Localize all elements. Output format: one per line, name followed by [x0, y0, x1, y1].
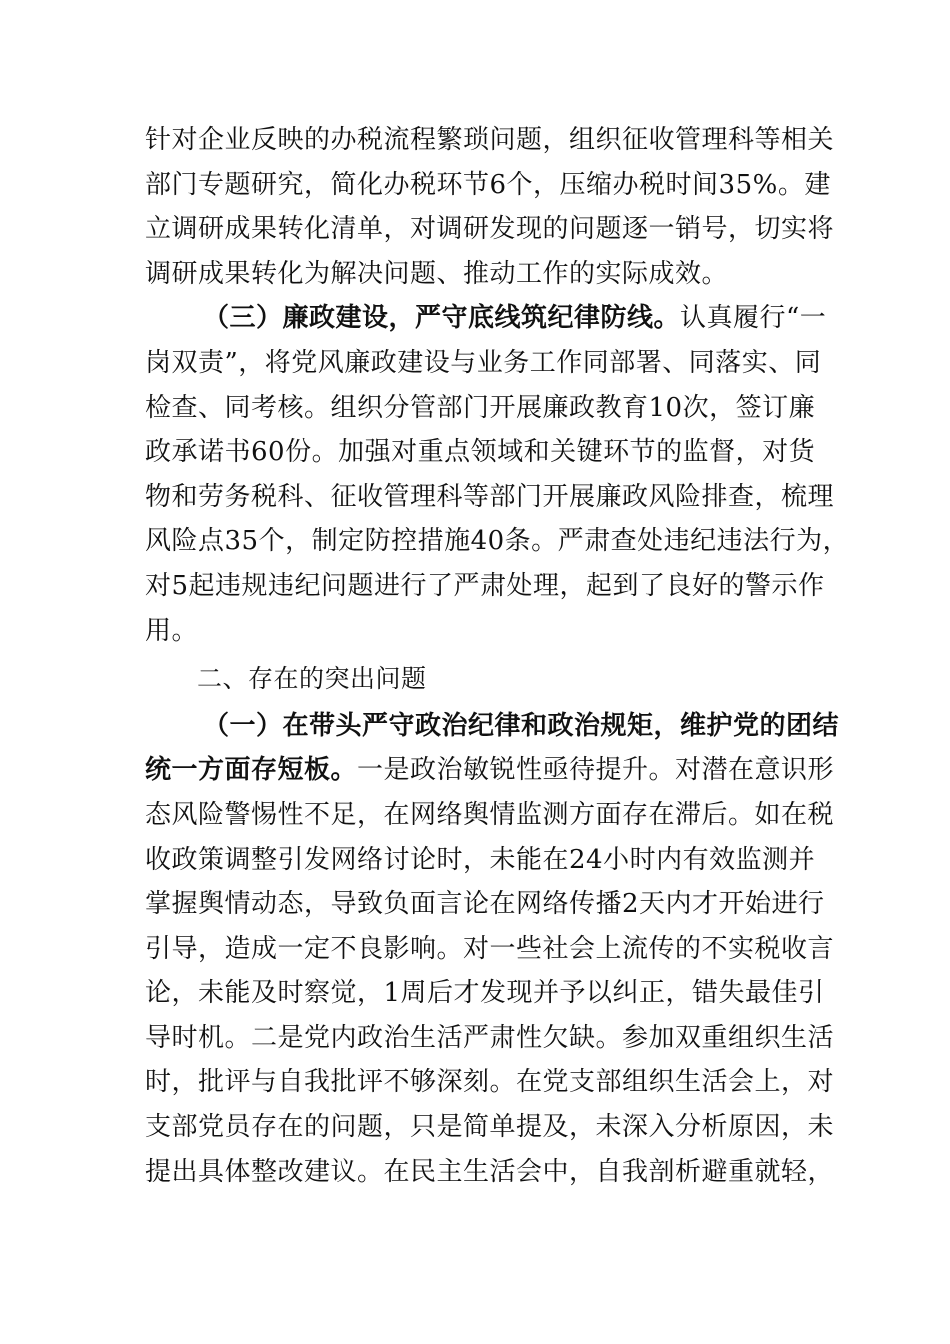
text-line: 导时机。二是党内政治生活严肃性欠缺。参加双重组织生活	[145, 1022, 835, 1053]
text-line: 政承诺书60份。加强对重点领域和关键环节的监督，对货	[145, 437, 816, 468]
text-line: 态风险警惕性不足，在网络舆情监测方面存在滞后。如在税	[145, 799, 835, 830]
text-line: 调研成果转化为解决问题、推动工作的实际成效。	[145, 258, 729, 289]
paragraph-line	[145, 748, 835, 793]
text-line: 掌握舆情动态，导致负面言论在网络传播2天内才开始进行	[145, 889, 825, 920]
text-line: 针对企业反映的办税流程繁琐问题，组织征收管理科等相关	[145, 125, 835, 155]
text-line: 检查、同考核。组织分管部门开展廉政教育10次，签订廉	[145, 392, 816, 423]
text-line: 对5起违规违纪问题进行了严肃处理，起到了良好的警示作	[145, 570, 825, 601]
text-span: 一是政治敏锐性亟待提升。对潜在意识形	[357, 755, 835, 786]
subsection-title: （一）在带头严守政治纪律和政治规矩，维护党的团结	[203, 710, 840, 741]
subsection-title-end: 统一方面存短板。	[145, 755, 358, 786]
text-line: 风险点35个，制定防控措施40条。严肃查处违纪违法行为，	[145, 526, 850, 557]
text-line: 提出具体整改建议。在民主生活会中，自我剖析避重就轻，	[145, 1156, 835, 1187]
text-line: 收政策调整引发网络讨论时，未能在24小时内有效监测并	[145, 844, 816, 875]
text-line: 岗双责”，将党风廉政建设与业务工作同部署、同落实、同	[145, 347, 822, 378]
paragraph-first-line	[145, 296, 827, 341]
text-line: 时，批评与自我批评不够深刻。在党支部组织生活会上，对	[145, 1067, 835, 1098]
text-line: 部门专题研究，简化办税环节6个，压缩办税时间35%。建	[145, 169, 831, 200]
text-line: 论，未能及时察觉，1周后才发现并予以纠正，错失最佳引	[145, 978, 825, 1009]
text-line: 用。	[145, 615, 199, 646]
text-span: 认真履行“一	[680, 303, 827, 334]
subsection-title: （三）廉政建设，严守底线筑纪律防线。	[203, 303, 681, 334]
text-line: 立调研成果转化清单，对调研发现的问题逐一销号，切实将	[145, 214, 835, 245]
text-line: 引导，造成一定不良影响。对一些社会上流传的不实税收言	[145, 933, 835, 964]
text-line: 物和劳务税科、征收管理科等部门开展廉政风险排查，梳理	[145, 481, 835, 512]
text-line: 支部党员存在的问题，只是简单提及，未深入分析原因，未	[145, 1112, 835, 1143]
section-heading: 二、存在的突出问题	[197, 664, 427, 694]
document-page	[145, 118, 850, 1194]
